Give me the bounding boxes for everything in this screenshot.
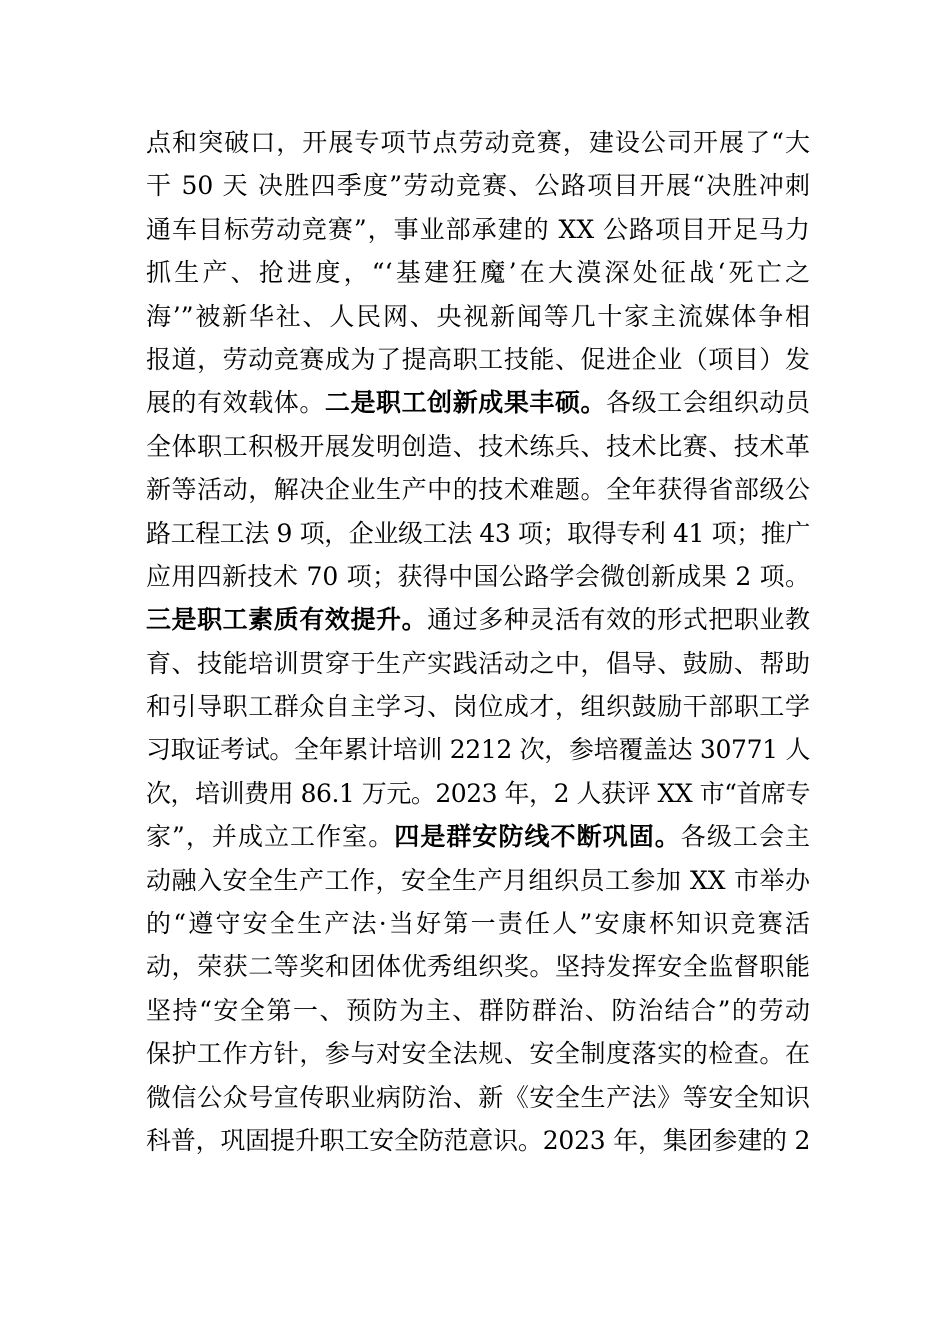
body-text-segment: 报道，劳动竞赛成为了提高职工技能、促进企业（项目）发 <box>146 344 810 374</box>
text-line <box>146 295 810 338</box>
text-line <box>146 251 810 294</box>
text-line <box>146 164 810 207</box>
body-text-segment: 通车目标劳动竞赛”，事业部承建的 XX 公路项目开足马力 <box>146 214 810 244</box>
text-line <box>146 338 810 381</box>
body-text-segment: 路工程工法 9 项，企业级工法 43 项；取得专利 41 项；推广 <box>146 518 810 548</box>
text-line <box>146 468 810 511</box>
body-text-segment: 海’”被新华社、人民网、央视新闻等几十家主流媒体争相 <box>146 301 810 331</box>
body-text-segment: 各级工会组织动员 <box>606 388 810 418</box>
body-text-segment: 家”，并成立工作室。 <box>146 822 395 852</box>
body-text-segment: 展的有效载体。 <box>146 388 325 418</box>
body-text-segment: 保护工作方针，参与对安全法规、安全制度落实的检查。在 <box>146 1039 810 1069</box>
text-line <box>146 989 810 1032</box>
bold-heading-text: 四是群安防线不断巩固。 <box>394 822 681 852</box>
body-text-segment: 和引导职工群众自主学习、岗位成才，组织鼓励干部职工学 <box>146 692 810 722</box>
text-line <box>146 208 810 251</box>
text-line <box>146 121 810 164</box>
text-line <box>146 1032 810 1075</box>
body-text-segment: 科普，巩固提升职工安全防范意识。2023 年，集团参建的 2 <box>146 1125 810 1155</box>
text-line <box>146 598 810 641</box>
text-line <box>146 902 810 945</box>
text-line <box>146 555 810 598</box>
body-text-segment: 动融入安全生产工作，安全生产月组织员工参加 XX 市举办 <box>146 865 810 895</box>
body-text <box>146 121 810 1162</box>
text-line <box>146 425 810 468</box>
body-text-segment: 动，荣获二等奖和团体优秀组织奖。坚持发挥安全监督职能 <box>146 952 810 982</box>
text-line <box>146 512 810 555</box>
body-text-segment: 育、技能培训贯穿于生产实践活动之中，倡导、鼓励、帮助 <box>146 648 810 678</box>
body-text-segment: 坚持“安全第一、预防为主、群防群治、防治结合”的劳动 <box>146 995 810 1025</box>
body-text-segment: 抓生产、抢进度，“‘基建狂魔’在大漠深处征战‘死亡之 <box>146 258 810 288</box>
text-line <box>146 815 810 858</box>
bold-heading-text: 二是职工创新成果丰硕。 <box>324 388 607 418</box>
body-text-segment: 微信公众号宣传职业病防治、新《安全生产法》等安全知识 <box>146 1082 810 1112</box>
text-line <box>146 772 810 815</box>
text-line <box>146 1076 810 1119</box>
body-text-segment: 习取证考试。全年累计培训 2212 次，参培覆盖达 30771 人 <box>146 735 810 765</box>
text-line <box>146 685 810 728</box>
text-line <box>146 1119 810 1162</box>
body-text-segment: 应用四新技术 70 项；获得中国公路学会微创新成果 2 项。 <box>146 561 810 591</box>
body-text-segment: 次，培训费用 86.1 万元。2023 年，2 人获评 XX 市“首席专 <box>146 778 810 808</box>
text-line <box>146 642 810 685</box>
bold-heading-text: 三是职工素质有效提升。 <box>146 605 428 635</box>
body-text-segment: 新等活动，解决企业生产中的技术难题。全年获得省部级公 <box>146 475 810 505</box>
body-text-segment: 通过多种灵活有效的形式把职业教 <box>427 605 810 635</box>
text-line <box>146 945 810 988</box>
text-line <box>146 728 810 771</box>
body-text-segment: 的“遵守安全生产法·当好第一责任人”安康杯知识竞赛活 <box>146 909 810 939</box>
body-text-segment: 干 50 天 决胜四季度”劳动竞赛、公路项目开展“决胜冲刺 <box>146 171 810 201</box>
text-line <box>146 381 810 424</box>
body-text-segment: 点和突破口，开展专项节点劳动竞赛，建设公司开展了“大 <box>146 128 810 157</box>
body-text-segment: 全体职工积极开展发明创造、技术练兵、技术比赛、技术革 <box>146 431 810 461</box>
body-text-segment: 各级工会主 <box>680 822 810 852</box>
text-line <box>146 859 810 902</box>
